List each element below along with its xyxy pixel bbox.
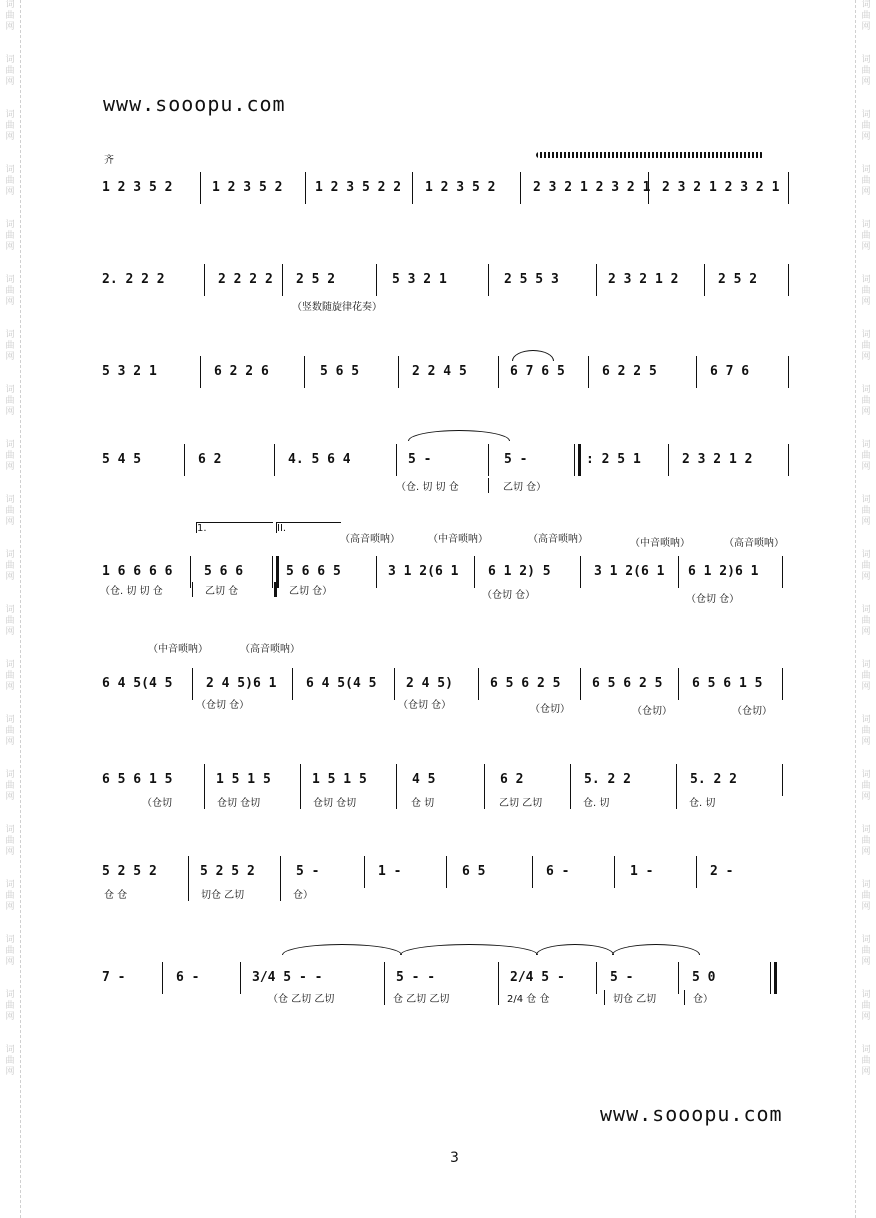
watermark-text: 词 曲 网 bbox=[861, 605, 871, 637]
barline bbox=[274, 444, 275, 476]
measure: 6 5 6 1 5 bbox=[102, 772, 173, 787]
watermark-text: 词 曲 网 bbox=[861, 825, 871, 857]
measure: 2 - bbox=[710, 864, 734, 879]
measure: 2 4 5) bbox=[406, 676, 453, 691]
measure: 2 3 2 1 2 3 2 1 bbox=[662, 180, 780, 195]
watermark-text: 词 曲 网 bbox=[5, 385, 15, 417]
watermark-text: 词 曲 网 bbox=[861, 1045, 871, 1077]
volta-1 bbox=[196, 522, 273, 533]
measure: 1 2 3 5 2 bbox=[425, 180, 496, 195]
percussion-text: 仓切 仓切 bbox=[300, 794, 356, 809]
percussion-text: （仓 乙切 乙切 bbox=[268, 994, 335, 1005]
measure: 1 5 1 5 bbox=[312, 772, 367, 787]
percussion-text: 乙切 仓） bbox=[488, 478, 546, 493]
watermark-text: 词 曲 网 bbox=[5, 660, 15, 692]
watermark-text: 词 曲 网 bbox=[5, 550, 15, 582]
measure: 5 - bbox=[504, 452, 528, 467]
percussion-text: 乙切 乙切 bbox=[484, 794, 542, 809]
measure: 2 2 4 5 bbox=[412, 364, 467, 379]
barline bbox=[570, 764, 571, 796]
percussion-row-6 bbox=[100, 696, 790, 718]
watermark-text: 词 曲 网 bbox=[5, 275, 15, 307]
watermark-text: 词 曲 网 bbox=[861, 770, 871, 802]
barline bbox=[398, 356, 399, 388]
barline bbox=[200, 356, 201, 388]
measure: 6 5 bbox=[462, 864, 486, 879]
measure: 5 - bbox=[296, 864, 320, 879]
flower-note-annotation: （竖数随旋律花奏） bbox=[292, 302, 382, 313]
measure: 6 2 2 5 bbox=[602, 364, 657, 379]
watermark-text: 词 曲 网 bbox=[861, 330, 871, 362]
score-row-2 bbox=[100, 260, 790, 300]
tie bbox=[400, 944, 538, 955]
watermark-text: 词 曲 网 bbox=[861, 495, 871, 527]
watermark-text: 词 曲 网 bbox=[861, 220, 871, 252]
measure: 1 2 3 5 2 bbox=[102, 180, 173, 195]
watermark-text: 词 曲 网 bbox=[5, 330, 15, 362]
measure: 5 2 5 2 bbox=[102, 864, 157, 879]
right-watermark-strip bbox=[855, 0, 876, 1218]
barline bbox=[364, 856, 365, 888]
percussion-text: （仓切 仓） bbox=[686, 594, 740, 605]
score-row-1 bbox=[100, 168, 790, 208]
percussion-text: 仓 仓 bbox=[104, 890, 128, 901]
measure: 5 6 6 bbox=[204, 564, 244, 579]
measure: 5 6 6 5 bbox=[286, 564, 341, 579]
mid-suona-label: （中音唢呐） bbox=[148, 644, 208, 655]
measure: 1 - bbox=[378, 864, 402, 879]
percussion-text: 仓 乙切 乙切 bbox=[384, 990, 449, 1005]
percussion-text: （仓切） bbox=[530, 704, 570, 715]
watermark-text: 词 曲 网 bbox=[861, 660, 871, 692]
measure: 5 2 5 2 bbox=[200, 864, 255, 879]
measure: 6 1 2)6 1 bbox=[688, 564, 759, 579]
high-suona-label: （高音唢呐） bbox=[528, 534, 588, 545]
measure: 4 5 bbox=[412, 772, 436, 787]
barline bbox=[412, 172, 413, 204]
percussion-row-8 bbox=[100, 886, 790, 908]
measure: 5 0 bbox=[692, 970, 716, 985]
percussion-row-9 bbox=[100, 990, 790, 1012]
measure: 5 3 2 1 bbox=[392, 272, 447, 287]
barline bbox=[204, 264, 205, 296]
watermark-text: 词 曲 网 bbox=[861, 385, 871, 417]
left-watermark-strip bbox=[0, 0, 21, 1218]
barline bbox=[300, 764, 301, 796]
measure: 2 5 2 bbox=[718, 272, 758, 287]
measure: : 2 5 1 bbox=[586, 452, 641, 467]
barline bbox=[280, 856, 281, 888]
watermark-text: 词 曲 网 bbox=[5, 605, 15, 637]
barline bbox=[184, 444, 185, 476]
barline bbox=[704, 264, 705, 296]
barline bbox=[588, 356, 589, 388]
measure: 1 - bbox=[630, 864, 654, 879]
watermark-text: 词 曲 网 bbox=[5, 935, 15, 967]
percussion-text: 乙切 仓） bbox=[274, 582, 332, 597]
barline bbox=[282, 264, 283, 296]
measure: 6 5 6 2 5 bbox=[490, 676, 561, 691]
volta-label: II. bbox=[277, 523, 287, 534]
watermark-text: 词 曲 网 bbox=[861, 0, 871, 32]
barline bbox=[788, 264, 789, 296]
barline bbox=[488, 264, 489, 296]
barline bbox=[188, 856, 189, 888]
percussion-text: （仓切） bbox=[632, 706, 672, 717]
high-suona-label: （高音唢呐） bbox=[240, 644, 300, 655]
watermark-text: 词 曲 网 bbox=[5, 880, 15, 912]
high-suona-label: （高音唢呐） bbox=[340, 534, 400, 545]
percussion-text: 2/4 仓 仓 bbox=[498, 990, 549, 1005]
watermark-text: 词 曲 网 bbox=[861, 935, 871, 967]
measure: 1 6 6 6 6 bbox=[102, 564, 173, 579]
percussion-text: 乙切 仓 bbox=[192, 582, 238, 597]
measure: 5 4 5 bbox=[102, 452, 142, 467]
measure: 1 2 3 5 2 2 bbox=[315, 180, 402, 195]
watermark-text: 词 曲 网 bbox=[861, 880, 871, 912]
percussion-text: 仓. 切 bbox=[570, 794, 609, 809]
measure: 5 - bbox=[408, 452, 432, 467]
measure: 6 4 5(4 5 bbox=[306, 676, 377, 691]
measure: 5 3 2 1 bbox=[102, 364, 157, 379]
watermark-text: 词 曲 网 bbox=[5, 0, 15, 32]
measure: 2 5 5 3 bbox=[504, 272, 559, 287]
measure: 2. 2 2 2 bbox=[102, 272, 165, 287]
measure: 2 5 2 bbox=[296, 272, 336, 287]
measure: 6 1 2) 5 bbox=[488, 564, 551, 579]
repeat-barline bbox=[574, 444, 581, 476]
watermark-text: 词 曲 网 bbox=[5, 220, 15, 252]
measure: 6 2 bbox=[500, 772, 524, 787]
watermark-text: 词 曲 网 bbox=[5, 495, 15, 527]
barline bbox=[204, 764, 205, 796]
watermark-text: 词 曲 网 bbox=[861, 440, 871, 472]
barline bbox=[782, 764, 783, 796]
watermark-text: 词 曲 网 bbox=[5, 110, 15, 142]
start-mark: 齐 bbox=[104, 155, 114, 166]
percussion-text: 仓） bbox=[280, 886, 313, 901]
barline bbox=[498, 356, 499, 388]
measure: 6 2 bbox=[198, 452, 222, 467]
measure: 6 5 6 1 5 bbox=[692, 676, 763, 691]
percussion-row-7 bbox=[100, 794, 790, 816]
site-url-bottom[interactable]: www.sooopu.com bbox=[600, 1102, 783, 1126]
watermark-text: 词 曲 网 bbox=[5, 440, 15, 472]
percussion-text: （仓切 仓） bbox=[398, 700, 452, 711]
percussion-text: （仓. 切 切 仓 bbox=[396, 482, 459, 493]
percussion-text: 仓切 仓切 bbox=[204, 794, 260, 809]
percussion-text: 仓 切 bbox=[396, 794, 434, 809]
measure: 2 3 2 1 2 3 2 1 bbox=[533, 180, 651, 195]
measure: 6 5 6 2 5 bbox=[592, 676, 663, 691]
barline bbox=[396, 444, 397, 476]
measure: 6 2 2 6 bbox=[214, 364, 269, 379]
watermark-text: 词 曲 网 bbox=[861, 550, 871, 582]
watermark-text: 词 曲 网 bbox=[5, 55, 15, 87]
measure: 1 2 3 5 2 bbox=[212, 180, 283, 195]
percussion-text: （仓切 bbox=[142, 798, 172, 809]
barline bbox=[305, 172, 306, 204]
percussion-text: （仓. 切 切 仓 bbox=[100, 586, 163, 597]
measure: 2 3 2 1 2 bbox=[682, 452, 753, 467]
watermark-text: 词 曲 网 bbox=[5, 165, 15, 197]
mid-suona-label: （中音唢呐） bbox=[630, 538, 690, 549]
percussion-row-5b bbox=[100, 586, 790, 608]
tie bbox=[408, 430, 510, 441]
measure: 3/4 5 - - bbox=[252, 970, 323, 985]
barline bbox=[696, 856, 697, 888]
barline bbox=[596, 264, 597, 296]
measure: 2 2 2 2 bbox=[218, 272, 273, 287]
barline bbox=[676, 764, 677, 796]
measure: 6 7 6 5 bbox=[510, 364, 565, 379]
watermark-text: 词 曲 网 bbox=[861, 990, 871, 1022]
barline bbox=[696, 356, 697, 388]
measure: 6 7 6 bbox=[710, 364, 750, 379]
watermark-text: 词 曲 网 bbox=[5, 770, 15, 802]
measure: 2 4 5)6 1 bbox=[206, 676, 277, 691]
score-row-4 bbox=[100, 440, 790, 480]
barline bbox=[788, 172, 789, 204]
percussion-text: 仓. 切 bbox=[676, 794, 715, 809]
tie bbox=[536, 944, 614, 955]
barline bbox=[304, 356, 305, 388]
watermark-text: 词 曲 网 bbox=[5, 990, 15, 1022]
percussion-text: （仓切 仓） bbox=[482, 590, 536, 601]
trill-mark bbox=[536, 152, 764, 158]
barline bbox=[788, 356, 789, 388]
mid-suona-label: （中音唢呐） bbox=[428, 534, 488, 545]
volta-2 bbox=[276, 522, 341, 533]
watermark-text: 词 曲 网 bbox=[861, 165, 871, 197]
percussion-text: 切仓 乙切 bbox=[188, 886, 244, 901]
barline bbox=[446, 856, 447, 888]
watermark-text: 词 曲 网 bbox=[861, 55, 871, 87]
measure: 2/4 5 - bbox=[510, 970, 565, 985]
watermark-text: 词 曲 网 bbox=[5, 715, 15, 747]
percussion-text: 切仓 乙切 bbox=[604, 990, 656, 1005]
tie bbox=[282, 944, 402, 955]
percussion-text: （仓切 仓） bbox=[196, 700, 250, 711]
measure: 1 5 1 5 bbox=[216, 772, 271, 787]
measure: 3 1 2(6 1 bbox=[388, 564, 459, 579]
barline bbox=[532, 856, 533, 888]
measure: 5 - - bbox=[396, 970, 436, 985]
score-row-3 bbox=[100, 352, 790, 392]
barline bbox=[648, 172, 649, 204]
tie bbox=[612, 944, 700, 955]
watermark-text: 词 曲 网 bbox=[5, 825, 15, 857]
measure: 2 3 2 1 2 bbox=[608, 272, 679, 287]
measure: 6 4 5(4 5 bbox=[102, 676, 173, 691]
barline bbox=[788, 444, 789, 476]
barline bbox=[488, 444, 489, 476]
barline bbox=[614, 856, 615, 888]
measure: 4. 5 6 4 bbox=[288, 452, 351, 467]
measure: 3 1 2(6 1 bbox=[594, 564, 665, 579]
measure: 5. 2 2 bbox=[584, 772, 631, 787]
measure: 5. 2 2 bbox=[690, 772, 737, 787]
barline bbox=[484, 764, 485, 796]
volta-label: 1. bbox=[197, 523, 207, 534]
measure: 5 - bbox=[610, 970, 634, 985]
site-url-top[interactable]: www.sooopu.com bbox=[103, 92, 286, 116]
watermark-text: 词 曲 网 bbox=[861, 275, 871, 307]
measure: 5 6 5 bbox=[320, 364, 360, 379]
barline bbox=[520, 172, 521, 204]
page-number: 3 bbox=[450, 1150, 459, 1166]
percussion-text: （仓切） bbox=[732, 706, 772, 717]
watermark-text: 词 曲 网 bbox=[5, 1045, 15, 1077]
percussion-row-4 bbox=[100, 478, 790, 500]
measure: 6 - bbox=[546, 864, 570, 879]
barline bbox=[668, 444, 669, 476]
high-suona-label: （高音唢呐） bbox=[724, 538, 784, 549]
measure: 6 - bbox=[176, 970, 200, 985]
barline bbox=[376, 264, 377, 296]
watermark-text: 词 曲 网 bbox=[861, 715, 871, 747]
percussion-text: 仓） bbox=[684, 990, 713, 1005]
barline bbox=[200, 172, 201, 204]
measure: 7 - bbox=[102, 970, 126, 985]
barline bbox=[396, 764, 397, 796]
watermark-text: 词 曲 网 bbox=[861, 110, 871, 142]
